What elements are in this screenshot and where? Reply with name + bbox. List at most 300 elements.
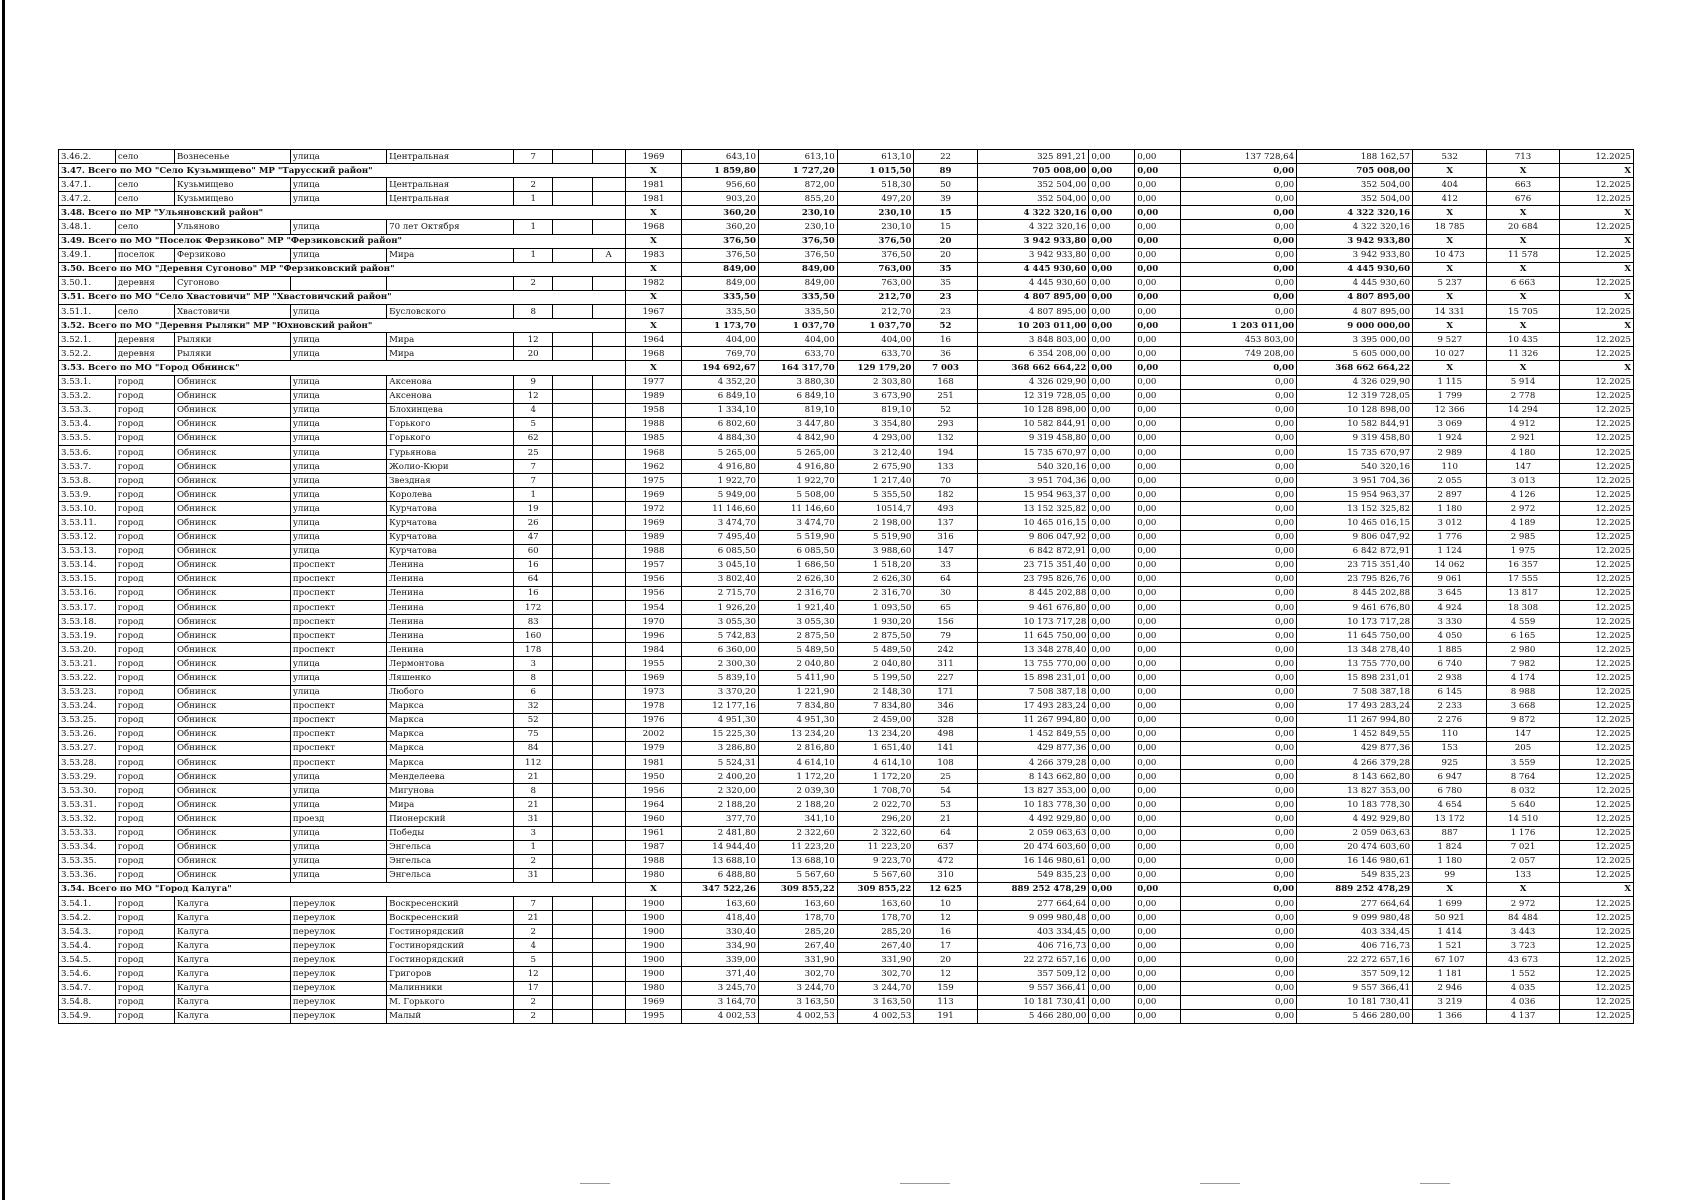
- cell-budget-local: 4 492 929,80: [1297, 812, 1413, 826]
- cell-fund2: 0,00: [1135, 248, 1181, 262]
- cell-deadline: 12.2025: [1559, 1009, 1633, 1023]
- cell-max-cost: 13 817: [1487, 586, 1559, 600]
- cell-area-residential: 2 198,00: [837, 516, 914, 530]
- cell-street: Ленина: [387, 615, 514, 629]
- cell-area-living: 1 727,20: [759, 164, 838, 178]
- table-row: [59, 150, 1634, 164]
- cell-area-total: 377,70: [682, 812, 759, 826]
- cell-settlement: Обнинск: [174, 854, 290, 868]
- cell-settlement: Обнинск: [174, 727, 290, 741]
- cell-unit-cost: 1 180: [1413, 502, 1487, 516]
- cell-fund: 0,00: [1089, 741, 1135, 755]
- cell-fund2: 0,00: [1135, 657, 1181, 671]
- cell-budget-subject: 0,00: [1181, 671, 1297, 685]
- cell-num: 3.54.6.: [59, 967, 116, 981]
- cell-budget-subject: 0,00: [1181, 727, 1297, 741]
- cell-fund2: 0,00: [1135, 896, 1181, 910]
- cell-area-total: 2 188,20: [682, 798, 759, 812]
- cell-street: Воскресенский: [387, 911, 514, 925]
- cell-year: 1988: [625, 544, 682, 558]
- cell-year: 1969: [625, 488, 682, 502]
- cell-area-living: 164 317,70: [759, 361, 838, 375]
- cell-fund2: 0,00: [1135, 601, 1181, 615]
- cell-num: 3.53.26.: [59, 727, 116, 741]
- cell-korpus: [553, 967, 592, 981]
- cell-area-living: 4 002,53: [759, 1009, 838, 1023]
- cell-cost-total: 16 146 980,61: [977, 854, 1089, 868]
- cell-max-cost: 20 684: [1487, 220, 1559, 234]
- cell-residents: 191: [914, 1009, 977, 1023]
- cell-settlement: Обнинск: [174, 488, 290, 502]
- cell-num: 3.53.3.: [59, 403, 116, 417]
- cell-korpus: [553, 445, 592, 459]
- cell-budget-local: 889 252 478,29: [1297, 882, 1413, 896]
- cell-cost-total: 9 557 366,41: [977, 981, 1089, 995]
- cell-area-living: 1 172,20: [759, 770, 838, 784]
- cell-year: 1900: [625, 925, 682, 939]
- cell-area-residential: 129 179,20: [837, 361, 914, 375]
- cell-unit-cost: 99: [1413, 868, 1487, 882]
- cell-settlement-type: село: [115, 192, 174, 206]
- table-row: [59, 615, 1634, 629]
- cell-area-living: 11 223,20: [759, 840, 838, 854]
- cell-street-type: переулок: [290, 1009, 386, 1023]
- cell-korpus: [553, 347, 592, 361]
- cell-settlement-type: город: [115, 431, 174, 445]
- cell-num: 3.47.1.: [59, 178, 116, 192]
- cell-area-residential: 13 234,20: [837, 727, 914, 741]
- cell-residents: 22: [914, 150, 977, 164]
- cell-area-residential: 4 614,10: [837, 756, 914, 770]
- cell-max-cost: X: [1487, 319, 1559, 333]
- cell-max-cost: 4 137: [1487, 1009, 1559, 1023]
- cell-budget-local: 15 735 670,97: [1297, 445, 1413, 459]
- cell-street: Блохинцева: [387, 403, 514, 417]
- cell-max-cost: 8 032: [1487, 784, 1559, 798]
- cell-area-total: 371,40: [682, 967, 759, 981]
- cell-deadline: 12.2025: [1559, 445, 1633, 459]
- cell-letter: [592, 558, 625, 572]
- cell-area-total: 376,50: [682, 248, 759, 262]
- cell-settlement: Обнинск: [174, 671, 290, 685]
- cell-fund2: 0,00: [1135, 417, 1181, 431]
- group-total-row: [59, 319, 1634, 333]
- cell-budget-local: 406 716,73: [1297, 939, 1413, 953]
- cell-fund2: 0,00: [1135, 488, 1181, 502]
- cell-year: 1988: [625, 854, 682, 868]
- cell-settlement: Обнинск: [174, 474, 290, 488]
- cell-street-type: переулок: [290, 939, 386, 953]
- cell-settlement-type: город: [115, 417, 174, 431]
- cell-fund2: 0,00: [1135, 234, 1181, 248]
- cell-unit-cost: 1 885: [1413, 643, 1487, 657]
- cell-area-residential: 1 015,50: [837, 164, 914, 178]
- cell-max-cost: 7 982: [1487, 657, 1559, 671]
- cell-cost-total: 6 354 208,00: [977, 347, 1089, 361]
- cell-letter: [592, 925, 625, 939]
- cell-house: 47: [514, 530, 553, 544]
- cell-street-type: проезд: [290, 812, 386, 826]
- cell-unit-cost: 1 124: [1413, 544, 1487, 558]
- cell-settlement-type: город: [115, 488, 174, 502]
- cell-area-residential: 9 223,70: [837, 854, 914, 868]
- cell-budget-local: 188 162,57: [1297, 150, 1413, 164]
- cell-budget-subject: 0,00: [1181, 164, 1297, 178]
- cell-residents: 64: [914, 826, 977, 840]
- cell-korpus: [553, 488, 592, 502]
- cell-year: 1968: [625, 347, 682, 361]
- cell-settlement: Обнинск: [174, 812, 290, 826]
- cell-korpus: [553, 770, 592, 784]
- cell-residents: 493: [914, 502, 977, 516]
- cell-fund2: 0,00: [1135, 206, 1181, 220]
- cell-letter: [592, 840, 625, 854]
- cell-budget-local: 277 664,64: [1297, 896, 1413, 910]
- cell-year: 1968: [625, 445, 682, 459]
- cell-house: 12: [514, 389, 553, 403]
- cell-letter: [592, 812, 625, 826]
- cell-letter: [592, 629, 625, 643]
- cell-cost-total: 10 203 011,00: [977, 319, 1089, 333]
- cell-area-living: 1 921,40: [759, 601, 838, 615]
- cell-unit-cost: 3 069: [1413, 417, 1487, 431]
- cell-area-living: 2 039,30: [759, 784, 838, 798]
- table-row: [59, 417, 1634, 431]
- cell-letter: [592, 544, 625, 558]
- cell-street: Ленина: [387, 643, 514, 657]
- cell-fund: 0,00: [1089, 234, 1135, 248]
- cell-house: 84: [514, 741, 553, 755]
- cell-unit-cost: 2 233: [1413, 699, 1487, 713]
- cell-budget-local: 10 128 898,00: [1297, 403, 1413, 417]
- table-row: [59, 544, 1634, 558]
- cell-korpus: [553, 502, 592, 516]
- cell-fund2: 0,00: [1135, 671, 1181, 685]
- cell-budget-subject: 0,00: [1181, 206, 1297, 220]
- cell-area-total: 2 300,30: [682, 657, 759, 671]
- cell-cost-total: 4 445 930,60: [977, 276, 1089, 290]
- cell-area-residential: 7 834,80: [837, 699, 914, 713]
- cell-deadline: 12.2025: [1559, 741, 1633, 755]
- cell-letter: [592, 713, 625, 727]
- cell-budget-subject: 0,00: [1181, 826, 1297, 840]
- cell-max-cost: 663: [1487, 178, 1559, 192]
- cell-settlement: Обнинск: [174, 417, 290, 431]
- cell-area-living: 331,90: [759, 953, 838, 967]
- cell-deadline: 12.2025: [1559, 685, 1633, 699]
- cell-residents: 70: [914, 474, 977, 488]
- cell-fund: 0,00: [1089, 756, 1135, 770]
- cell-korpus: [553, 530, 592, 544]
- table-row: [59, 1009, 1634, 1023]
- cell-area-total: 903,20: [682, 192, 759, 206]
- cell-area-living: 2 188,20: [759, 798, 838, 812]
- table-row: [59, 460, 1634, 474]
- cell-letter: [592, 784, 625, 798]
- cell-num: 3.48.1.: [59, 220, 116, 234]
- cell-area-total: 3 370,20: [682, 685, 759, 699]
- cell-budget-local: 4 445 930,60: [1297, 276, 1413, 290]
- cell-settlement: Рыляки: [174, 347, 290, 361]
- cell-max-cost: 3 668: [1487, 699, 1559, 713]
- cell-area-total: 330,40: [682, 925, 759, 939]
- cell-max-cost: 18 308: [1487, 601, 1559, 615]
- cell-settlement-type: село: [115, 150, 174, 164]
- cell-max-cost: 14 294: [1487, 403, 1559, 417]
- cell-letter: [592, 305, 625, 319]
- cell-max-cost: 14 510: [1487, 812, 1559, 826]
- cell-budget-subject: 0,00: [1181, 530, 1297, 544]
- cell-area-total: 360,20: [682, 220, 759, 234]
- cell-num: 3.53.24.: [59, 699, 116, 713]
- cell-year: 1900: [625, 911, 682, 925]
- cell-street: Ляшенко: [387, 671, 514, 685]
- cell-budget-subject: 0,00: [1181, 713, 1297, 727]
- cell-residents: 310: [914, 868, 977, 882]
- cell-area-living: 376,50: [759, 234, 838, 248]
- cell-cost-total: 10 582 844,91: [977, 417, 1089, 431]
- cell-fund2: 0,00: [1135, 911, 1181, 925]
- cell-budget-subject: 0,00: [1181, 417, 1297, 431]
- cell-settlement-type: город: [115, 671, 174, 685]
- cell-house: 5: [514, 417, 553, 431]
- cell-house: 1: [514, 488, 553, 502]
- cell-street: Маркса: [387, 727, 514, 741]
- cell-fund2: 0,00: [1135, 713, 1181, 727]
- cell-area-living: 2 816,80: [759, 741, 838, 755]
- cell-num: 3.53.29.: [59, 770, 116, 784]
- cell-street-type: улица: [290, 488, 386, 502]
- cell-year: X: [625, 361, 682, 375]
- cell-fund2: 0,00: [1135, 262, 1181, 276]
- cell-budget-subject: 0,00: [1181, 741, 1297, 755]
- cell-street-type: улица: [290, 671, 386, 685]
- cell-cost-total: 20 474 603,60: [977, 840, 1089, 854]
- table-row: [59, 868, 1634, 882]
- cell-residents: 133: [914, 460, 977, 474]
- cell-max-cost: 5 914: [1487, 375, 1559, 389]
- cell-unit-cost: 1 180: [1413, 854, 1487, 868]
- cell-fund2: 0,00: [1135, 389, 1181, 403]
- cell-fund2: 0,00: [1135, 643, 1181, 657]
- cell-cost-total: 11 267 994,80: [977, 713, 1089, 727]
- cell-fund2: 0,00: [1135, 770, 1181, 784]
- cell-budget-subject: 0,00: [1181, 601, 1297, 615]
- cell-area-total: 643,10: [682, 150, 759, 164]
- cell-area-total: 849,00: [682, 276, 759, 290]
- cell-fund: 0,00: [1089, 305, 1135, 319]
- cell-korpus: [553, 192, 592, 206]
- cell-area-total: 849,00: [682, 262, 759, 276]
- cell-budget-subject: 0,00: [1181, 262, 1297, 276]
- cell-fund2: 0,00: [1135, 361, 1181, 375]
- cell-num: 3.53.20.: [59, 643, 116, 657]
- cell-area-total: 339,00: [682, 953, 759, 967]
- cell-area-residential: 5 355,50: [837, 488, 914, 502]
- cell-max-cost: 4 559: [1487, 615, 1559, 629]
- cell-budget-local: 403 334,45: [1297, 925, 1413, 939]
- table-row: [59, 601, 1634, 615]
- cell-area-living: 849,00: [759, 276, 838, 290]
- cell-street: Маркса: [387, 713, 514, 727]
- cell-num: 3.54.4.: [59, 939, 116, 953]
- cell-fund2: 0,00: [1135, 319, 1181, 333]
- cell-unit-cost: 2 055: [1413, 474, 1487, 488]
- cell-settlement-type: город: [115, 826, 174, 840]
- cell-max-cost: 7 021: [1487, 840, 1559, 854]
- cell-budget-local: 13 827 353,00: [1297, 784, 1413, 798]
- cell-settlement-type: деревня: [115, 333, 174, 347]
- cell-unit-cost: 3 012: [1413, 516, 1487, 530]
- cell-cost-total: 4 492 929,80: [977, 812, 1089, 826]
- cell-area-residential: 230,10: [837, 220, 914, 234]
- cell-street: Курчатова: [387, 530, 514, 544]
- scan-artifact: [1420, 1183, 1450, 1184]
- cell-settlement: Обнинск: [174, 544, 290, 558]
- cell-korpus: [553, 995, 592, 1009]
- table-row: [59, 586, 1634, 600]
- cell-year: X: [625, 319, 682, 333]
- cell-deadline: 12.2025: [1559, 911, 1633, 925]
- table-row: [59, 657, 1634, 671]
- cell-street-type: улица: [290, 474, 386, 488]
- cell-budget-subject: 0,00: [1181, 488, 1297, 502]
- cell-area-total: 376,50: [682, 234, 759, 248]
- cell-settlement-type: город: [115, 572, 174, 586]
- cell-letter: [592, 643, 625, 657]
- group-total-row: [59, 206, 1634, 220]
- cell-area-total: 7 495,40: [682, 530, 759, 544]
- cell-residents: 12 625: [914, 882, 977, 896]
- cell-unit-cost: X: [1413, 290, 1487, 304]
- cell-unit-cost: 10 473: [1413, 248, 1487, 262]
- cell-deadline: 12.2025: [1559, 770, 1633, 784]
- cell-street-type: проспект: [290, 713, 386, 727]
- cell-budget-local: 8 445 202,88: [1297, 586, 1413, 600]
- cell-korpus: [553, 615, 592, 629]
- document-sheet: [58, 149, 1634, 1024]
- cell-max-cost: 2 921: [1487, 431, 1559, 445]
- table-row: [59, 305, 1634, 319]
- cell-fund: 0,00: [1089, 629, 1135, 643]
- cell-house: 4: [514, 939, 553, 953]
- cell-residents: 141: [914, 741, 977, 755]
- cell-budget-local: 15 898 231,01: [1297, 671, 1413, 685]
- table-row: [59, 770, 1634, 784]
- cell-area-living: 819,10: [759, 403, 838, 417]
- cell-settlement-type: поселок: [115, 248, 174, 262]
- cell-street: Малинники: [387, 981, 514, 995]
- cell-residents: 168: [914, 375, 977, 389]
- cell-fund2: 0,00: [1135, 798, 1181, 812]
- cell-year: 1964: [625, 333, 682, 347]
- cell-street-type: переулок: [290, 925, 386, 939]
- cell-korpus: [553, 685, 592, 699]
- cell-fund2: 0,00: [1135, 403, 1181, 417]
- cell-deadline: 12.2025: [1559, 629, 1633, 643]
- cell-deadline: 12.2025: [1559, 220, 1633, 234]
- cell-year: 1981: [625, 178, 682, 192]
- cell-settlement: Обнинск: [174, 445, 290, 459]
- cell-num: 3.53.2.: [59, 389, 116, 403]
- cell-deadline: X: [1559, 234, 1633, 248]
- cell-num: 3.53.6.: [59, 445, 116, 459]
- cell-settlement: Рыляки: [174, 333, 290, 347]
- cell-deadline: 12.2025: [1559, 558, 1633, 572]
- cell-area-residential: 2 303,80: [837, 375, 914, 389]
- cell-area-living: 1 922,70: [759, 474, 838, 488]
- cell-year: 1967: [625, 305, 682, 319]
- cell-letter: [592, 403, 625, 417]
- cell-budget-local: 10 181 730,41: [1297, 995, 1413, 1009]
- cell-cost-total: 4 807 895,00: [977, 290, 1089, 304]
- cell-settlement-type: город: [115, 558, 174, 572]
- cell-house: 83: [514, 615, 553, 629]
- cell-fund2: 0,00: [1135, 699, 1181, 713]
- cell-deadline: 12.2025: [1559, 375, 1633, 389]
- cell-letter: [592, 333, 625, 347]
- cell-settlement-type: город: [115, 854, 174, 868]
- cell-residents: 36: [914, 347, 977, 361]
- cell-settlement: Калуга: [174, 911, 290, 925]
- cell-unit-cost: X: [1413, 882, 1487, 896]
- cell-year: 1987: [625, 840, 682, 854]
- cell-settlement: Сугоново: [174, 276, 290, 290]
- cell-budget-subject: 0,00: [1181, 544, 1297, 558]
- cell-unit-cost: 13 172: [1413, 812, 1487, 826]
- cell-settlement: Обнинск: [174, 784, 290, 798]
- cell-max-cost: 2 057: [1487, 854, 1559, 868]
- cell-fund2: 0,00: [1135, 305, 1181, 319]
- cell-budget-local: 7 508 387,18: [1297, 685, 1413, 699]
- cell-fund2: 0,00: [1135, 854, 1181, 868]
- cell-settlement-type: город: [115, 1009, 174, 1023]
- cell-street-type: проспект: [290, 727, 386, 741]
- cell-house: 16: [514, 586, 553, 600]
- cell-deadline: 12.2025: [1559, 699, 1633, 713]
- cell-num: 3.53.28.: [59, 756, 116, 770]
- cell-area-residential: 1 930,20: [837, 615, 914, 629]
- cell-unit-cost: 1 181: [1413, 967, 1487, 981]
- cell-street: Победы: [387, 826, 514, 840]
- cell-area-living: 4 614,10: [759, 756, 838, 770]
- cell-deadline: 12.2025: [1559, 586, 1633, 600]
- cell-settlement: Обнинск: [174, 502, 290, 516]
- cell-settlement: Калуга: [174, 896, 290, 910]
- cell-residents: 21: [914, 812, 977, 826]
- table-row: [59, 925, 1634, 939]
- table-row: [59, 896, 1634, 910]
- cell-cost-total: 4 266 379,28: [977, 756, 1089, 770]
- cell-budget-local: 3 942 933,80: [1297, 234, 1413, 248]
- cell-year: 1960: [625, 812, 682, 826]
- cell-street-type: улица: [290, 516, 386, 530]
- cell-unit-cost: 412: [1413, 192, 1487, 206]
- cell-settlement: Кузьмищево: [174, 192, 290, 206]
- cell-unit-cost: 153: [1413, 741, 1487, 755]
- cell-max-cost: X: [1487, 361, 1559, 375]
- cell-budget-subject: 0,00: [1181, 699, 1297, 713]
- cell-area-residential: 613,10: [837, 150, 914, 164]
- group-title-cell: 3.54. Всего по МО "Город Калуга": [59, 882, 626, 896]
- cell-max-cost: 205: [1487, 741, 1559, 755]
- cell-area-living: 309 855,22: [759, 882, 838, 896]
- cell-settlement: Ферзиково: [174, 248, 290, 262]
- cell-settlement-type: деревня: [115, 276, 174, 290]
- cell-settlement: Кузьмищево: [174, 178, 290, 192]
- cell-cost-total: 11 645 750,00: [977, 629, 1089, 643]
- cell-unit-cost: 2 938: [1413, 671, 1487, 685]
